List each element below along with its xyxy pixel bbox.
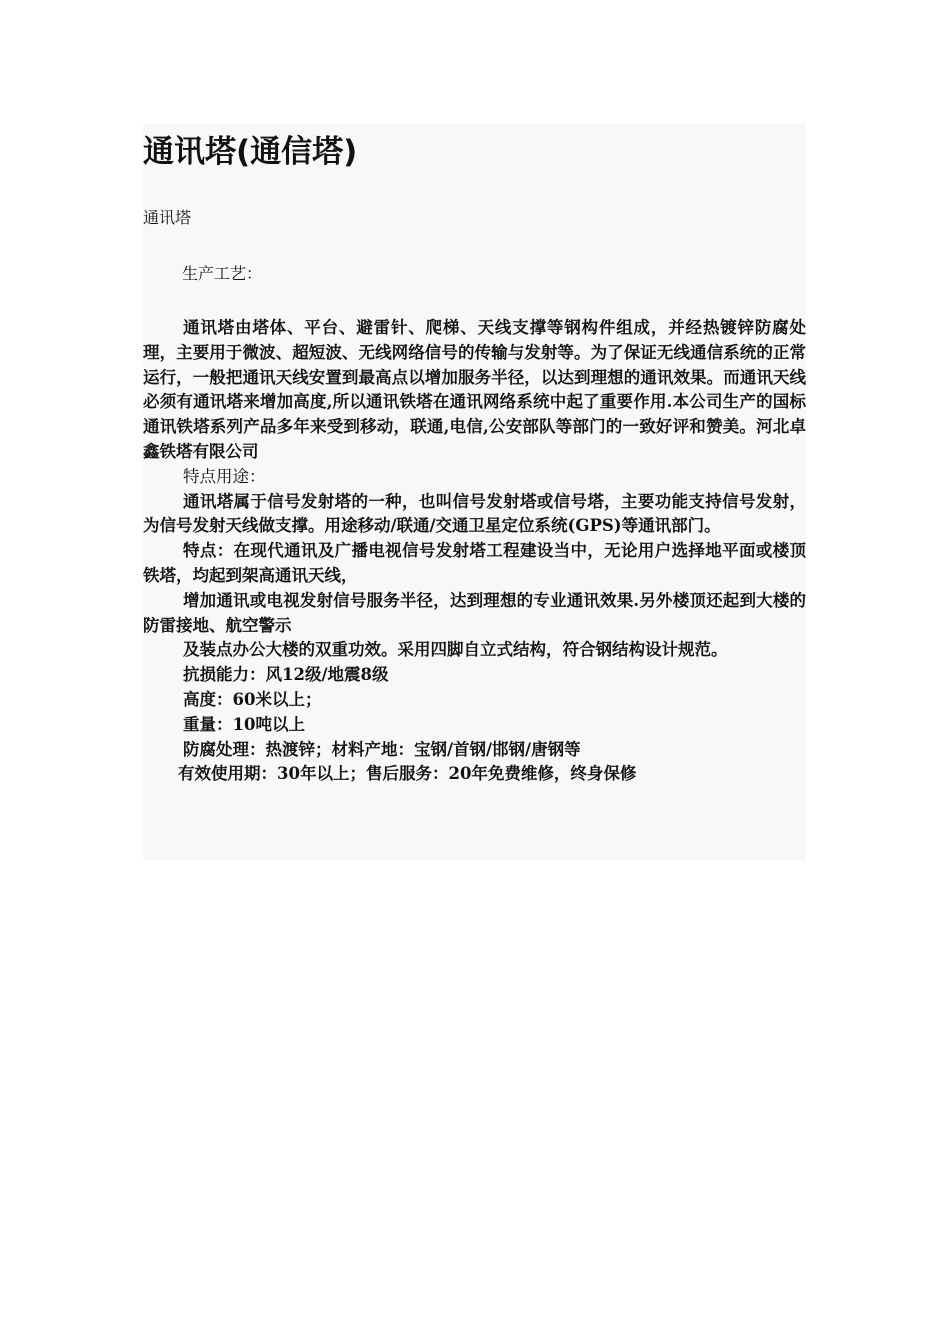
page-title: 通讯塔(通信塔): [143, 134, 358, 170]
spec-height: 高度：60米以上；: [183, 689, 322, 709]
subtitle: 通讯塔: [143, 208, 192, 227]
spec-service-life: 有效使用期：30年以上；售后服务：20年免费维修，终身保修: [178, 764, 637, 784]
spec-anticorrosion: 防腐处理：热渡锌；材料产地：宝钢/首钢/邯钢/唐钢等: [183, 739, 581, 759]
spec-resistance: 抗损能力：风12级/地震8级: [183, 665, 389, 685]
document-content: [143, 124, 806, 860]
paragraph-structure: 及装点办公大楼的双重功效。采用四脚自立式结构，符合钢结构设计规范。: [183, 640, 728, 660]
paragraph-process: 通讯塔由塔体、平台、避雷针、爬梯、天线支撑等钢构件组成，并经热镀锌防腐处理，主要用于微波、超短波、无线网络信号的传输与发射等。为了保证无线通信系统的正常运行，一般把通讯天线安置到最高点以增加服务半径，以达到理想的通讯效果。而通讯天线必须有通讯塔来增加高度,所以通讯铁塔在通讯网络系统中起了重要作用.本公司生产的国标通讯铁塔系列产品多年来受到移动，联通,电信,公安部队等部门的一致好评和赞美。河北卓鑫铁塔有限公司: [143, 318, 806, 461]
paragraph-features-label: 特点用途：: [183, 466, 266, 486]
paragraph-coverage: 增加通讯或电视发射信号服务半径，达到理想的专业通讯效果.另外楼顶还起到大楼的防雷接地、航空警示: [143, 590, 806, 635]
paragraph-features: 特点：在现代通讯及广播电视信号发射塔工程建设当中，无论用户选择地平面或楼顶铁塔，均起到架高通讯天线，: [143, 541, 806, 585]
paragraph-usage: 通讯塔属于信号发射塔的一种，也叫信号发射塔或信号塔，主要功能支持信号发射，为信号发射天线做支撑。用途移动/联通/交通卫星定位系统(GPS)等通讯部门。: [143, 491, 806, 536]
body-text: [143, 316, 806, 787]
section-label-production: 生产工艺：: [182, 264, 263, 283]
spec-weight: 重量：10吨以上: [183, 714, 305, 734]
